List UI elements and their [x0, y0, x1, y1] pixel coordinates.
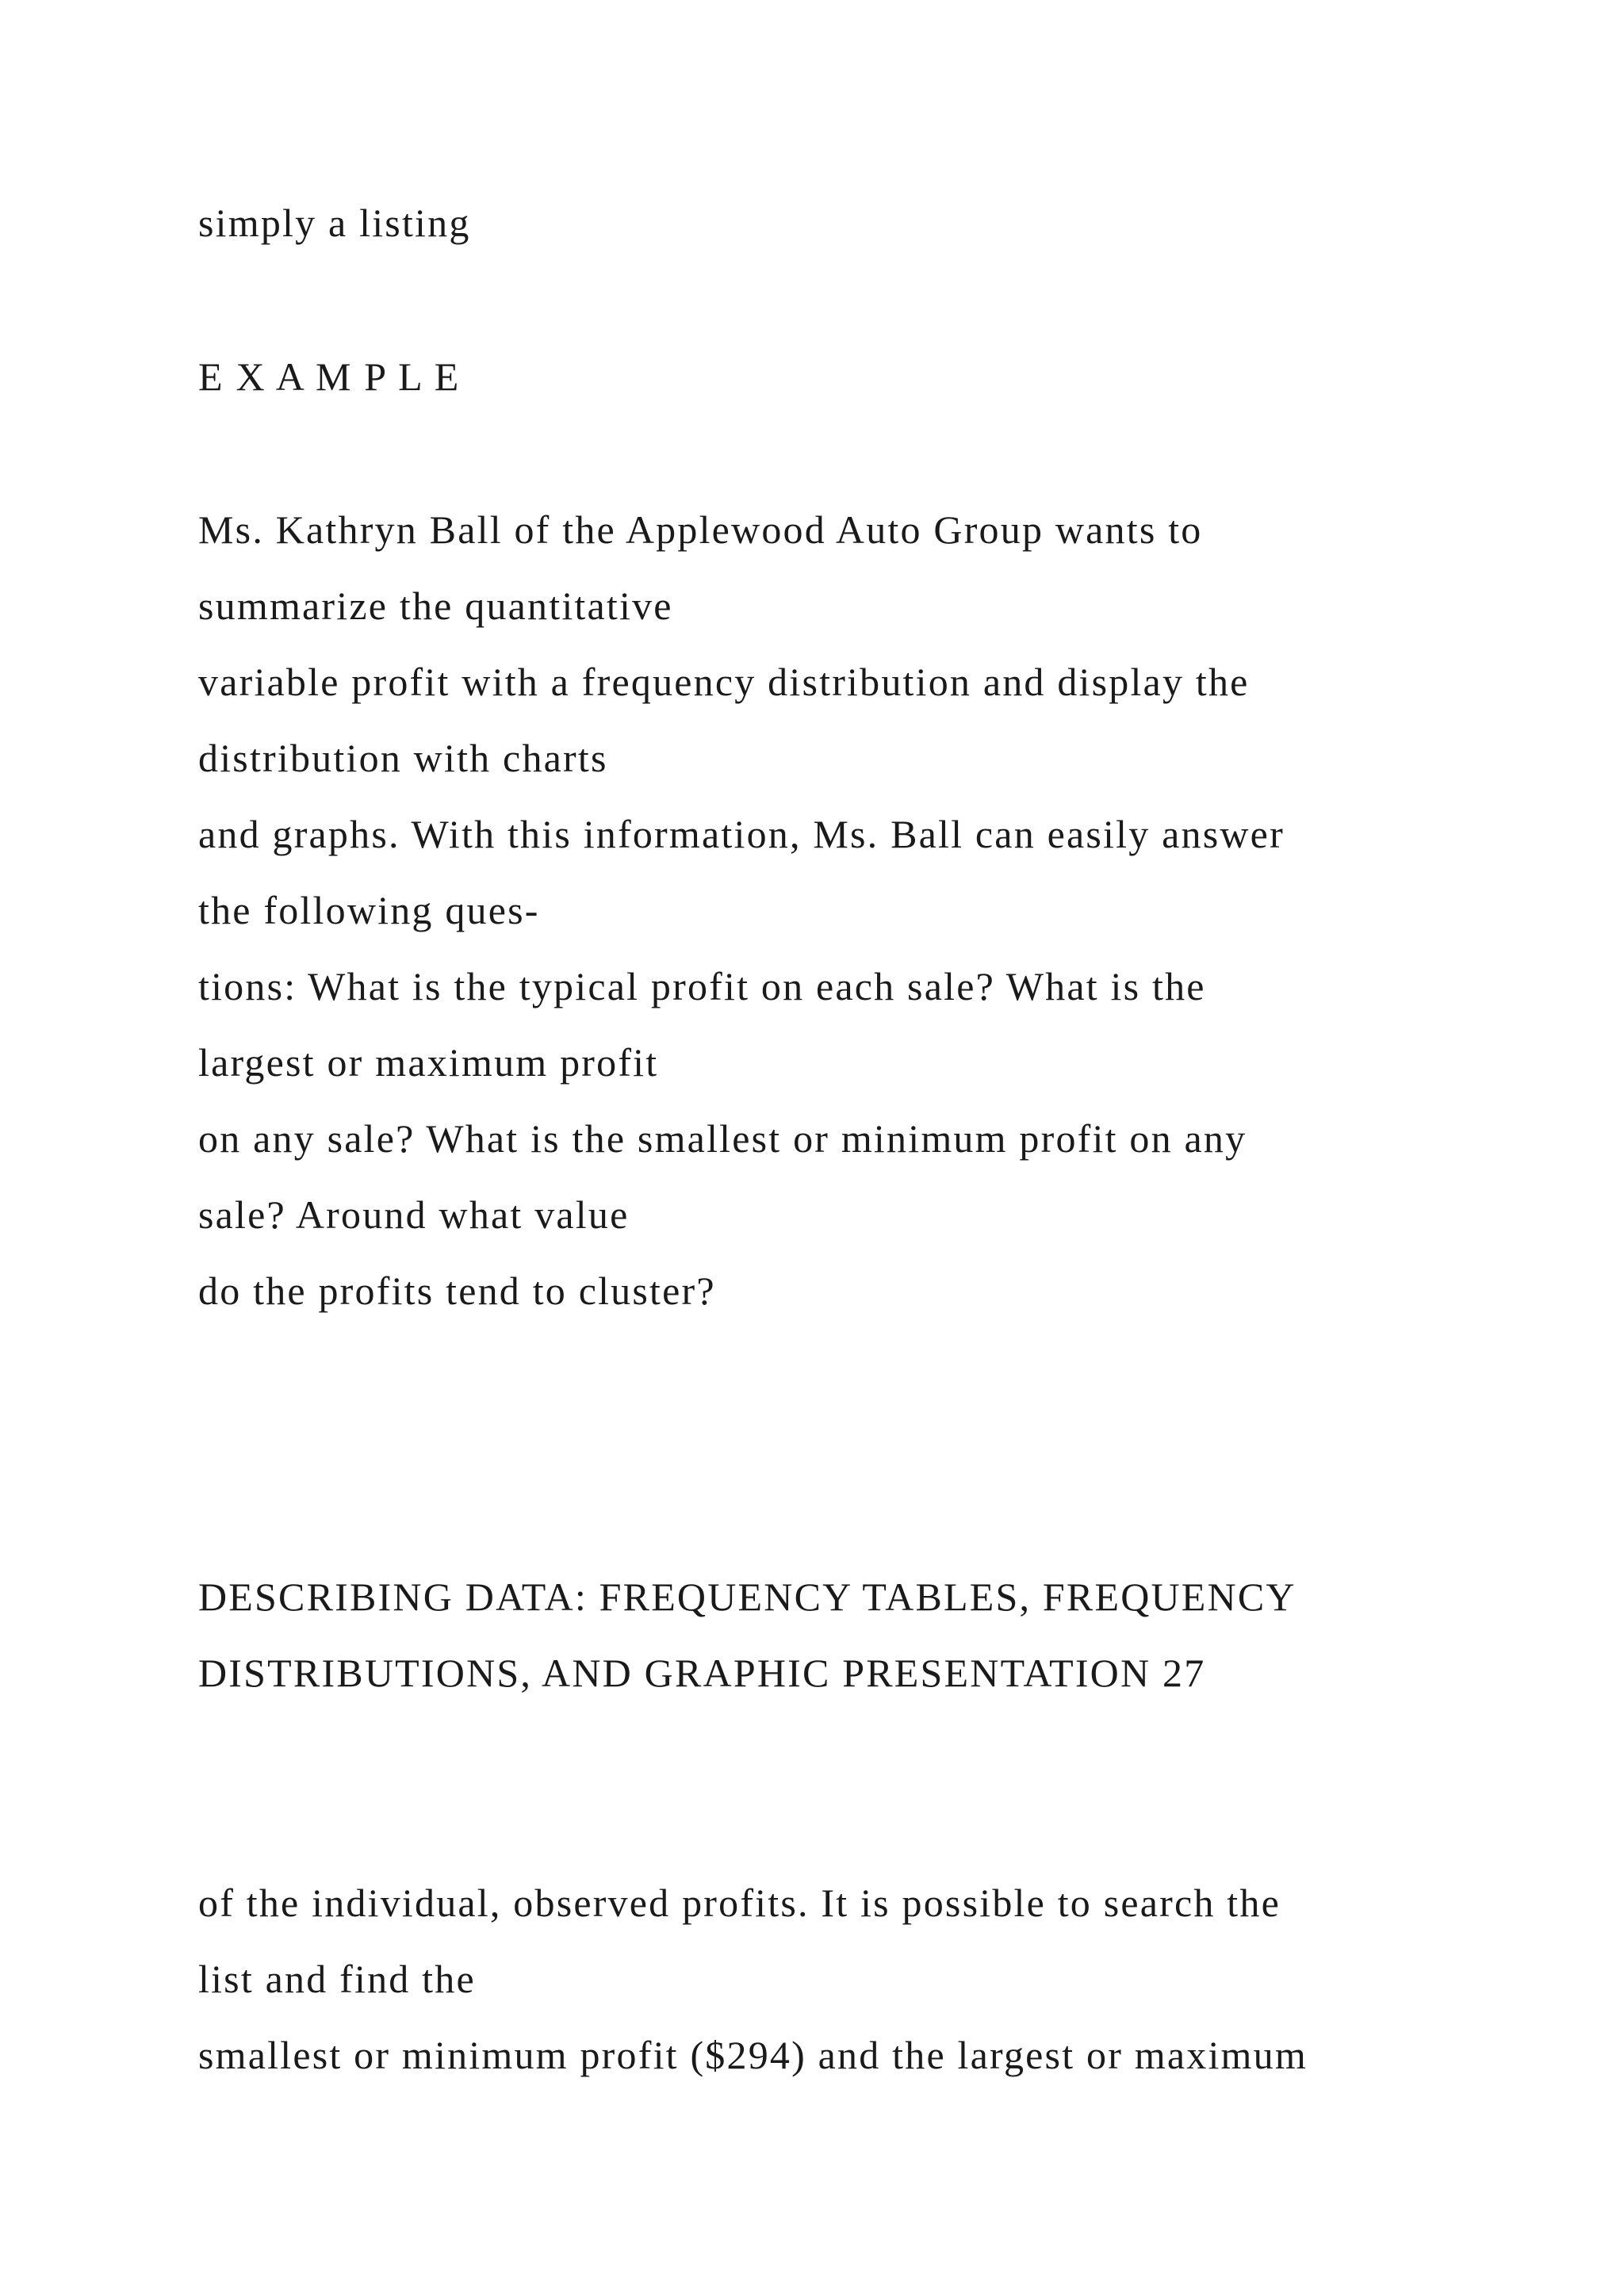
example-text-line: summarize the quantitative	[198, 584, 673, 628]
example-text-line: on any sale? What is the smallest or minimum profit on any	[198, 1116, 1247, 1161]
text-line-continuation: simply a listing	[198, 201, 471, 245]
body-text-line: smallest or minimum profit ($294) and the largest or maximum	[198, 2033, 1308, 2077]
example-text-line: and graphs. With this information, Ms. Ball can easily answer	[198, 812, 1285, 856]
example-text-line: largest or maximum profit	[198, 1040, 659, 1085]
example-text-line: tions: What is the typical profit on each sale? What is the	[198, 964, 1206, 1008]
example-text-line: do the profits tend to cluster?	[198, 1269, 716, 1313]
body-text-line: list and find the	[198, 1957, 476, 2001]
example-text-line: the following ques-	[198, 888, 540, 932]
example-heading: E X A M P L E	[198, 354, 461, 399]
example-text-line: Ms. Kathryn Ball of the Applewood Auto Group wants to	[198, 507, 1203, 552]
example-text-line: distribution with charts	[198, 736, 608, 780]
running-header-line: DISTRIBUTIONS, AND GRAPHIC PRESENTATION 27	[198, 1651, 1206, 1695]
body-text-line: of the individual, observed profits. It is possible to search the	[198, 1881, 1281, 1925]
example-text-line: sale? Around what value	[198, 1192, 630, 1237]
example-text-line: variable profit with a frequency distribution and display the	[198, 660, 1250, 704]
running-header-line: DESCRIBING DATA: FREQUENCY TABLES, FREQUENCY	[198, 1575, 1297, 1619]
